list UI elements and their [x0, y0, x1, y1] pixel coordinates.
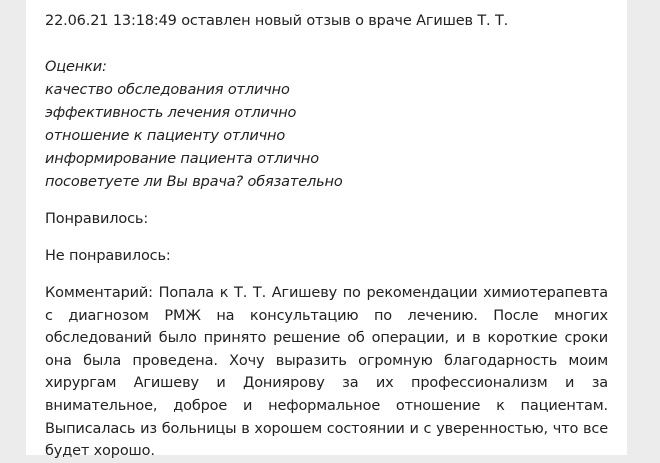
rating-item: отношение к пациенту отлично — [45, 128, 286, 144]
ratings-block — [45, 56, 608, 194]
ratings-title: Оценки: — [45, 59, 107, 75]
rating-item: качество обследования отлично — [45, 82, 290, 98]
review-card — [26, 0, 627, 460]
liked-label: Понравилось: — [45, 211, 149, 227]
review-header: 22.06.21 13:18:49 оставлен новый отзыв о враче Агишев Т. Т. — [45, 13, 509, 29]
rating-item: эффективность лечения отлично — [45, 105, 297, 121]
rating-item: посоветуете ли Вы врача? обязательно — [45, 174, 343, 190]
review-comment: Комментарий: Попала к Т. Т. Агишеву по рекомендации химиотерапевта с диагнозом РМЖ на консультацию по лечению. После многих обследований было принято решение об операции, и в короткие сроки она была проведена. Хочу выразить огромную благодарность моим хирургам Агишеву и Дониярову за их профессионализм и за внимательное, доброе и неформальное отношение к пациентам. Выписалась из больницы в хорошем состоянии и с уверенностью, что все будет хорошо. — [45, 285, 608, 460]
rating-item: информирование пациента отлично — [45, 151, 319, 167]
disliked-label: Не понравилось: — [45, 248, 171, 264]
